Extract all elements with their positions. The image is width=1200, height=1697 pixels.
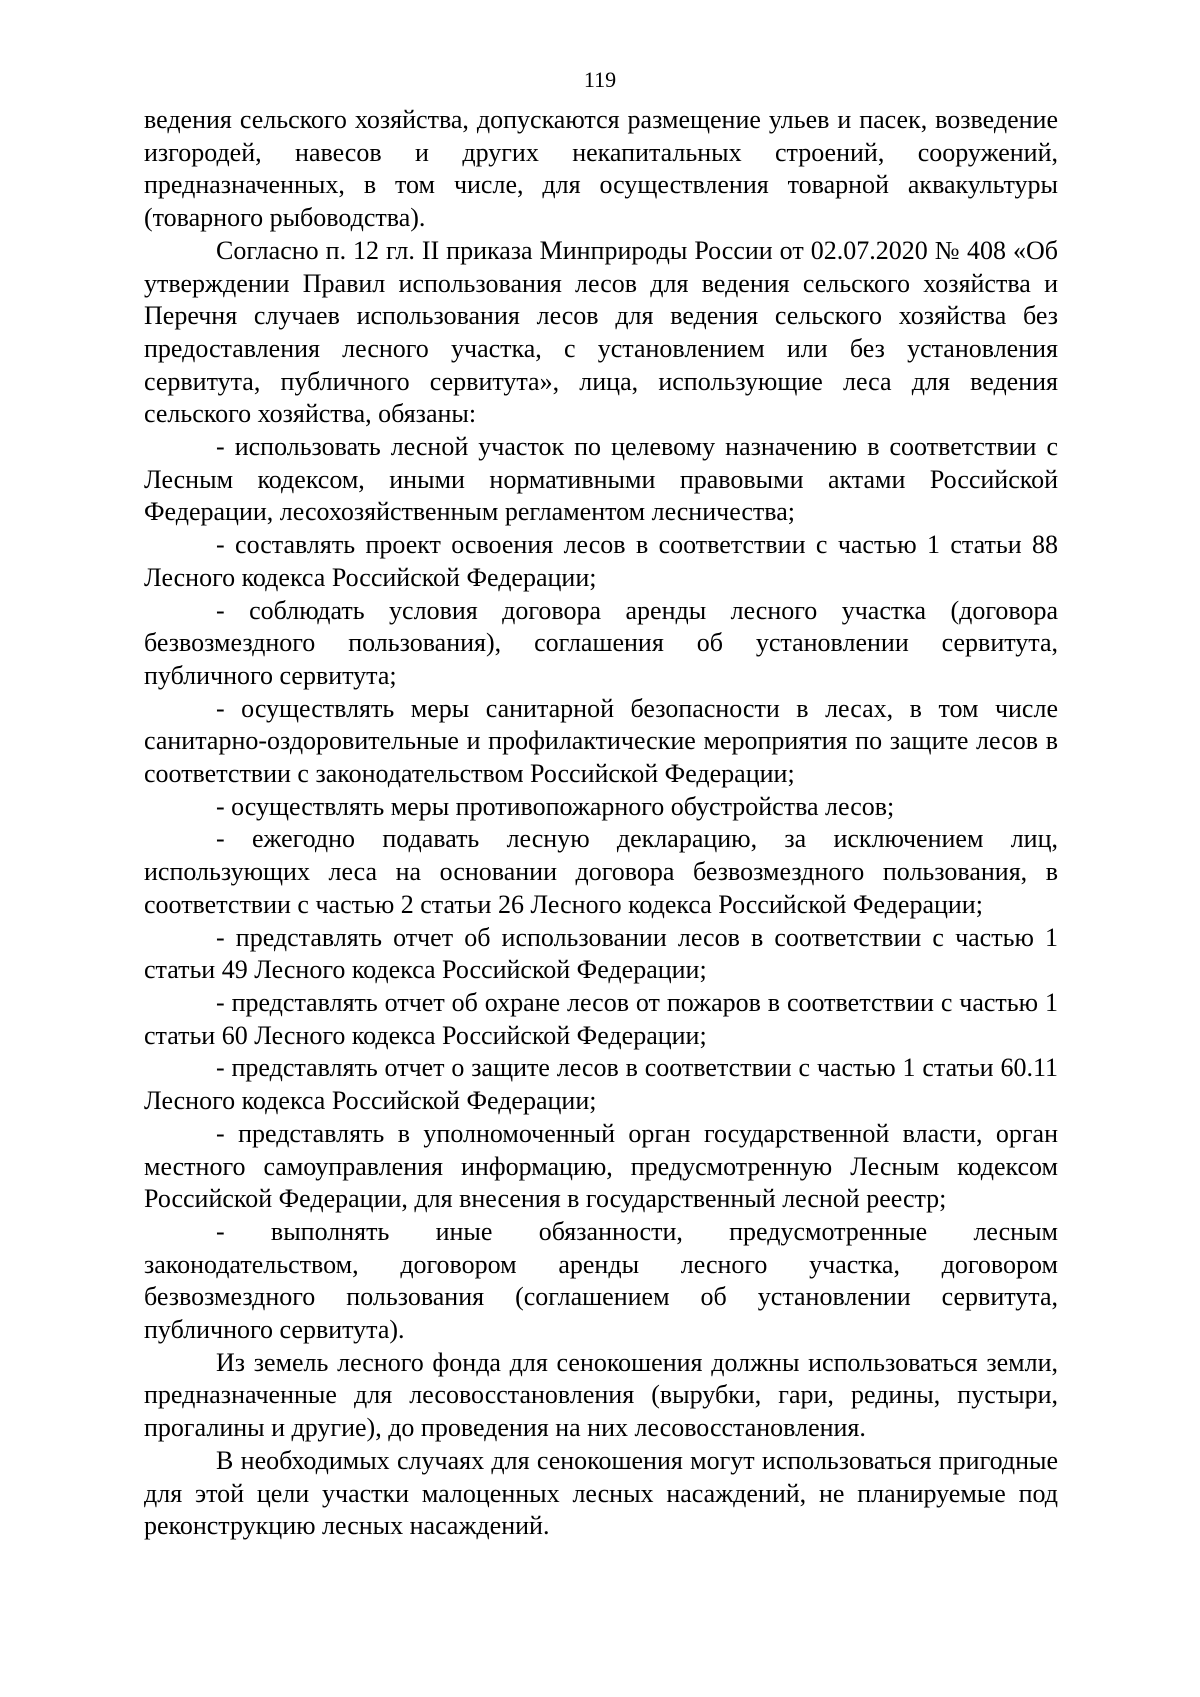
page-number: 119 [583,67,617,92]
list-item: - представлять отчет о защите лесов в соответствии с частью 1 статьи 60.11 Лесного кодекса Российской Федерации; [144,1053,1058,1116]
paragraph: ведения сельского хозяйства, допускаются размещение ульев и пасек, возведение изгородей, навесов и других некапитальных строений, сооружений, предназначенных, в том числе, для осуществления товарной аквакультуры (товарного рыбоводства). [144,105,1058,233]
list-item: - использовать лесной участок по целевому назначению в соответствии с Лесным кодексом, иными нормативными правовыми актами Российской Федерации, лесохозяйственным регламентом лесничества; [144,432,1058,527]
paragraph: В необходимых случаях для сенокошения могут использоваться пригодные для этой цели участки малоценных лесных насаждений, не планируемые под реконструкцию лесных насаждений. [144,1445,1058,1541]
list-item: - представлять в уполномоченный орган государственной власти, орган местного самоуправления информацию, предусмотренную Лесным кодексом Российской Федерации, для внесения в государственный лесной реестр; [144,1118,1058,1214]
list-item: - составлять проект освоения лесов в соответствии с частью 1 статьи 88 Лесного кодекса Российской Федерации; [144,530,1058,592]
paragraph: Согласно п. 12 гл. II приказа Минприроды России от 02.07.2020 № 408 «Об утверждении Правил использования лесов для ведения сельского хозяйства и Перечня случаев использования лесов для ведения сельского хозяйства без предоставления лесного участка, с установлением или без установления сервитута, публичного сервитута», лица, использующие леса для ведения сельского хозяйства, обязаны: [144,235,1058,429]
list-item: - осуществлять меры противопожарного обустройства лесов; [216,791,895,821]
list-item: - представлять отчет об охране лесов от пожаров в соответствии с частью 1 статьи 60 Лесного кодекса Российской Федерации; [144,987,1058,1050]
list-item: - выполнять иные обязанности, предусмотренные лесным законодательством, договором аренды лесного участка, договором безвозмездного пользования (соглашением об установлении сервитута, публичного сервитута). [144,1216,1058,1345]
document-body [144,104,1058,1543]
paragraph: Из земель лесного фонда для сенокошения должны использоваться земли, предназначенные для лесовосстановления (вырубки, гари, редины, пустыри, прогалины и другие), до проведения на них лесовосстановления. [144,1347,1058,1443]
list-item: - ежегодно подавать лесную декларацию, за исключением лиц, использующих леса на основании договора безвозмездного пользования, в соответствии с частью 2 статьи 26 Лесного кодекса Российской Федерации; [144,824,1058,919]
list-item: - представлять отчет об использовании лесов в соответствии с частью 1 статьи 49 Лесного кодекса Российской Федерации; [144,922,1058,985]
list-item: - осуществлять меры санитарной безопасности в лесах, в том числе санитарно-оздоровительные и профилактические мероприятия по защите лесов в соответствии с законодательством Российской Федерации; [144,693,1058,789]
list-item: - соблюдать условия договора аренды лесного участка (договора безвозмездного пользования), соглашения об установлении сервитута, публичного сервитута; [144,595,1058,690]
